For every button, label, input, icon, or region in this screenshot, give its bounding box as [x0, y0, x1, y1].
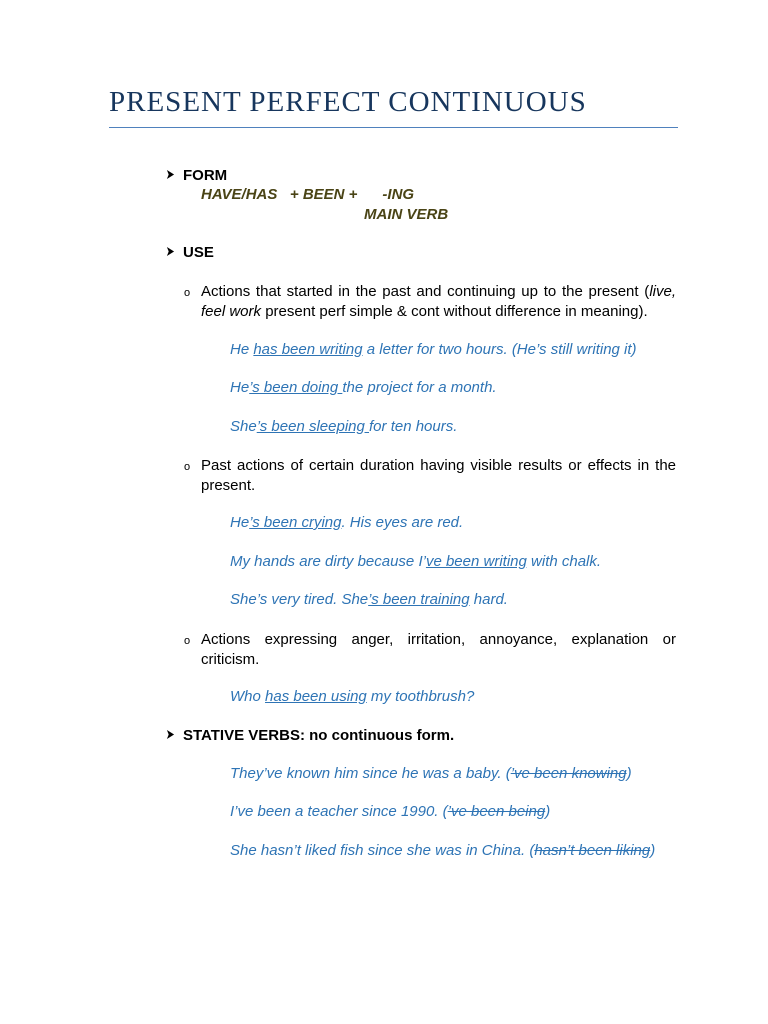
form-heading: FORM — [183, 167, 228, 184]
title-rule — [109, 127, 678, 128]
example-sentence: They’ve known him since he was a baby. (’ve been knowing) — [230, 765, 632, 782]
form-main-verb: MAIN VERB — [364, 206, 449, 223]
circle-bullet-icon: o — [184, 287, 191, 299]
use-heading: USE — [183, 244, 214, 261]
example-sentence: She hasn’t liked fish since she was in China. (hasn’t been liking) — [230, 842, 656, 859]
example-sentence: He’s been crying. His eyes are red. — [230, 514, 464, 531]
form-formula: HAVE/HAS + BEEN + -ING — [201, 186, 415, 203]
stative-heading: STATIVE VERBS: no continuous form. — [183, 727, 455, 744]
arrowhead-icon — [166, 730, 175, 739]
page-title: PRESENT PERFECT CONTINUOUS — [109, 86, 587, 118]
example-sentence: She’s very tired. She’s been training hard. — [230, 591, 508, 608]
example-sentence: My hands are dirty because I’ve been writing with chalk. — [230, 553, 602, 570]
example-sentence: He has been writing a letter for two hours. (He’s still writing it) — [230, 341, 637, 358]
circle-bullet-icon: o — [184, 461, 191, 473]
use-item-1: Actions that started in the past and continuing up to the present (live, feel work present perf simple & cont without difference in meaning). — [201, 283, 676, 320]
use-item-3: Actions expressing anger, irritation, annoyance, explanation or criticism. — [201, 631, 676, 668]
example-sentence: He’s been doing the project for a month. — [230, 379, 497, 396]
example-sentence: I’ve been a teacher since 1990. (’ve been being) — [230, 803, 551, 820]
arrowhead-icon — [166, 247, 175, 256]
arrowhead-icon — [166, 170, 175, 179]
example-sentence: Who has been using my toothbrush? — [230, 688, 475, 705]
use-item-2: Past actions of certain duration having visible results or effects in the present. — [201, 457, 676, 494]
example-sentence: She’s been sleeping for ten hours. — [230, 418, 458, 435]
circle-bullet-icon: o — [184, 635, 191, 647]
